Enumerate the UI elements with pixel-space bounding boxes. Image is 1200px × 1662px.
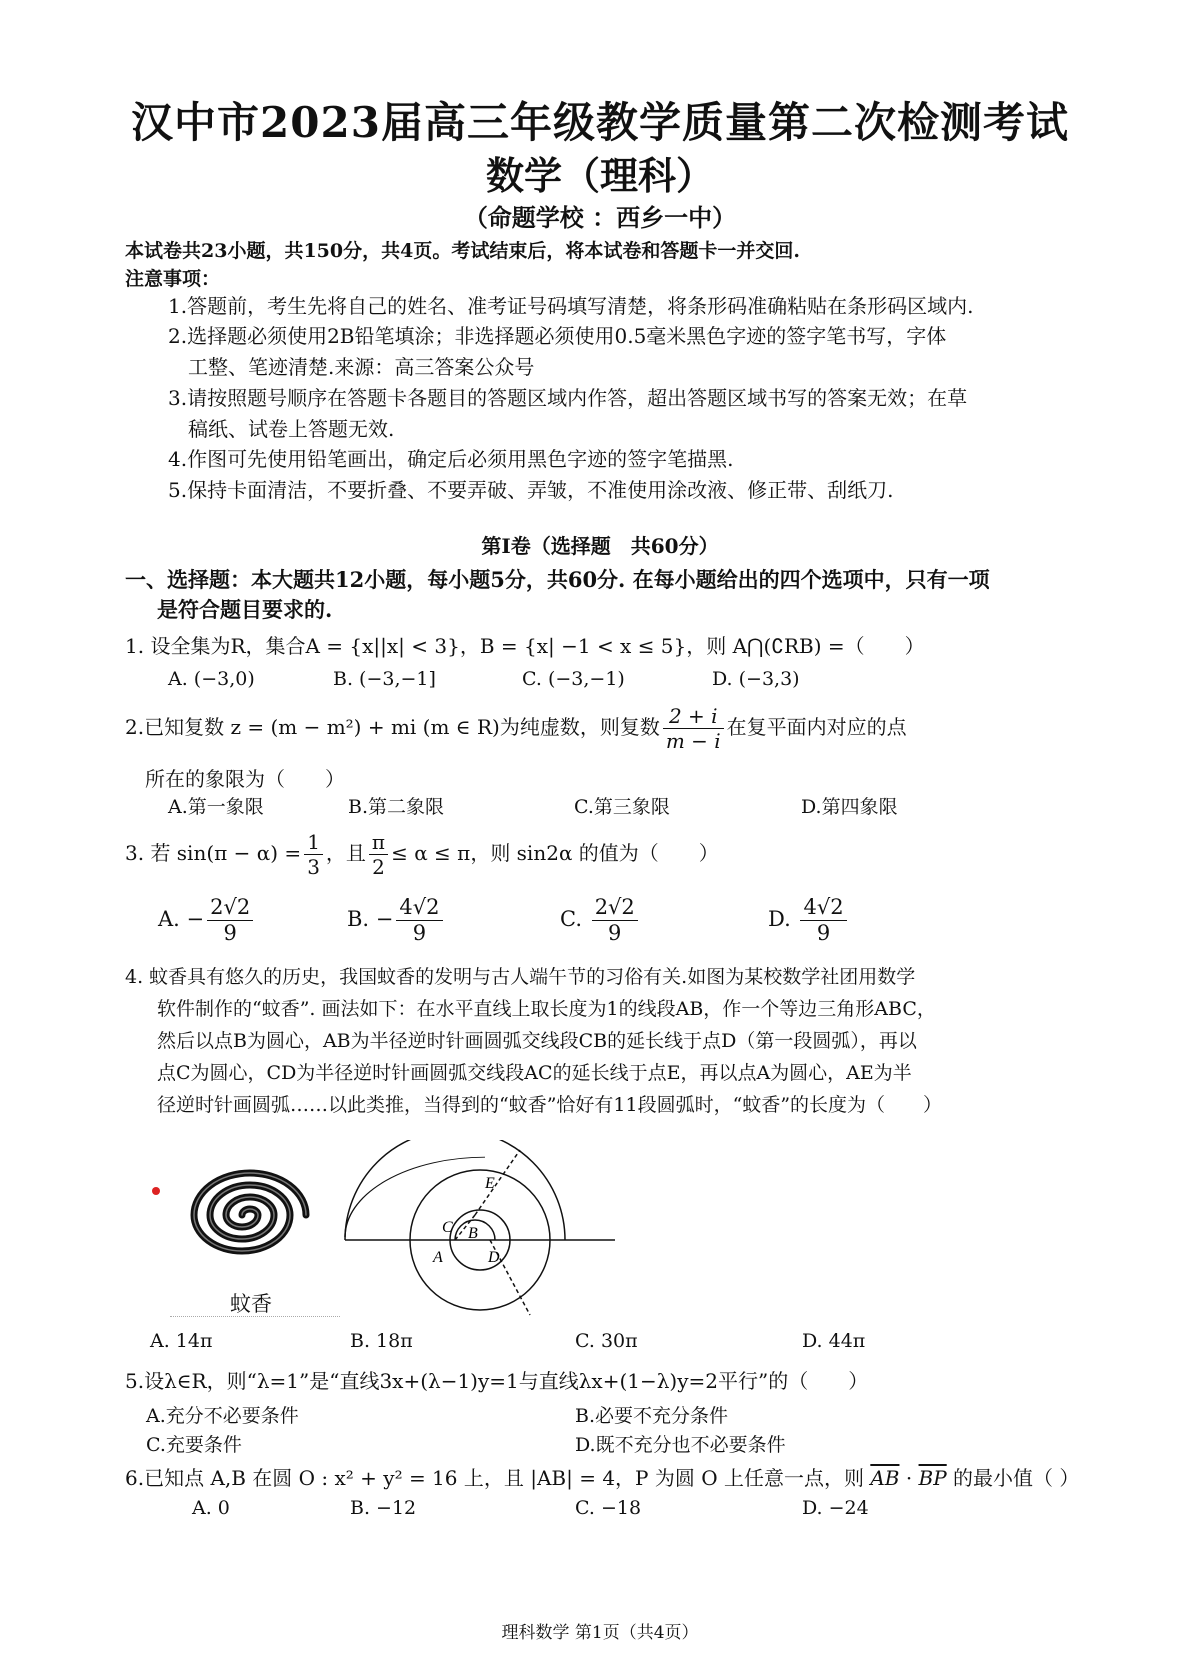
exam-subject: 数学（理科） xyxy=(485,153,714,198)
q6-stem-part-b: 的最小值（ ） xyxy=(946,1466,1080,1490)
q3-option-sign: − xyxy=(375,907,394,932)
q4-line: 4. 蚊香具有悠久的历史，我国蚊香的发明与古人端午节的习俗有关.如图为某校数学社团用数学 xyxy=(125,966,916,988)
q3-option-den: 9 xyxy=(816,921,831,946)
section-heading: 第Ⅰ卷（选择题 共60分） xyxy=(481,534,719,558)
exam-title: 汉中市2023届高三年级教学质量第二次检测考试 xyxy=(131,98,1069,147)
question-1-stem: 1. 设全集为R，集合A = {x||x| < 3}，B = {x| −1 < x ≤ 5}，则 A⋂(∁RB) =（ ） xyxy=(125,634,925,658)
note-line: 稿纸、试卷上答题无效. xyxy=(188,417,395,441)
q3-option-label: C. xyxy=(560,907,582,932)
note-line: 2.选择题必须使用2B铅笔填涂；非选择题必须使用0.5毫米黑色字迹的签字笔书写，字体 xyxy=(168,324,947,348)
q6-option-c: C. −18 xyxy=(575,1497,642,1519)
mosquito-coil-picture xyxy=(150,1145,350,1275)
q5-option-a: A.充分不必要条件 xyxy=(146,1405,299,1427)
q4-line: 软件制作的“蚊香”. 画法如下：在水平直线上取长度为1的线段AB，作一个等边三角形ABC， xyxy=(157,998,936,1020)
q3-option-den: 9 xyxy=(223,921,237,946)
q6-vector-ab: $\overline{AB}$ xyxy=(870,1466,900,1490)
q3-option-c xyxy=(560,895,641,946)
question-3-stem xyxy=(125,830,719,879)
part-heading-line1: 一、选择题：本大题共12小题，每小题5分，共60分. 在每小题给出的四个选项中，只有一项 xyxy=(125,567,990,592)
q2-stem-part-a: 2.已知复数 z = (m − m²) + mi (m ∈ R)为纯虚数，则复数 xyxy=(125,715,660,739)
q3-option-a xyxy=(158,895,256,946)
label-c: C xyxy=(442,1219,453,1236)
q3-option-den: 9 xyxy=(412,921,427,946)
q3-fraction-2 xyxy=(369,830,388,879)
q6-option-a: A. 0 xyxy=(192,1497,230,1519)
q3-option-sign: − xyxy=(186,907,205,932)
label-b: B xyxy=(468,1225,478,1242)
spiral-diagram xyxy=(340,1140,620,1320)
figure-caption: 蚊香 xyxy=(230,1292,272,1316)
label-d: D xyxy=(488,1249,500,1266)
q6-vector-bp: $\overline{BP}$ xyxy=(918,1466,947,1490)
question-6-stem xyxy=(125,1462,1079,1491)
q6-dot: · xyxy=(899,1466,919,1490)
q3-option-label: B. xyxy=(347,907,370,932)
q2-stem-part-c: 所在的象限为（ ） xyxy=(145,767,345,791)
exam-intro: 本试卷共23小题，共150分，共4页。考试结束后，将本试卷和答题卡一并交回. xyxy=(125,240,800,262)
caption-underline xyxy=(170,1316,340,1317)
q4-option-d: D. 44π xyxy=(802,1330,866,1352)
q5-option-d: D.既不充分也不必要条件 xyxy=(575,1434,786,1456)
q2-option-d: D.第四象限 xyxy=(801,796,898,818)
q3-frac1-num: 1 xyxy=(304,830,323,855)
note-line: 1.答题前，考生先将自己的姓名、准考证号码填写清楚，将条形码准确粘贴在条形码区域内. xyxy=(168,294,974,318)
q2-frac-num: 2 + i xyxy=(663,704,724,729)
q3-option-label: A. xyxy=(158,907,180,932)
q3-stem-part-c: ≤ α ≤ π，则 sin2α 的值为（ ） xyxy=(391,841,719,865)
note-line: 4.作图可先使用铅笔画出，确定后必须用黑色字迹的签字笔描黑. xyxy=(168,447,734,471)
q4-option-b: B. 18π xyxy=(350,1330,413,1352)
question-5-stem: 5.设λ∈R，则“λ=1”是“直线3x+(λ−1)y=1与直线λx+(1−λ)y=2平行”的（ ） xyxy=(125,1369,869,1393)
coil-ember-icon xyxy=(152,1187,160,1195)
q6-option-d: D. −24 xyxy=(802,1497,869,1519)
notes-heading: 注意事项： xyxy=(125,268,221,290)
q2-option-b: B.第二象限 xyxy=(348,796,445,818)
q4-option-a: A. 14π xyxy=(150,1330,213,1352)
q3-frac2-den: 2 xyxy=(372,855,385,879)
q5-option-c: C.充要条件 xyxy=(146,1434,242,1456)
q3-option-label: D. xyxy=(768,907,791,932)
q2-fraction xyxy=(663,704,724,753)
q3-option-num: 4√2 xyxy=(800,895,846,921)
q3-option-den: 9 xyxy=(608,921,622,946)
outer-arc xyxy=(345,1140,565,1240)
q1-option-a: A. (−3,0) xyxy=(168,668,255,690)
page-footer: 理科数学 第1页（共4页） xyxy=(501,1623,699,1643)
q3-frac2-num: π xyxy=(369,830,388,855)
label-e: E xyxy=(485,1175,495,1192)
q4-option-c: C. 30π xyxy=(575,1330,638,1352)
label-a: A xyxy=(433,1249,443,1266)
q3-option-num: 2√2 xyxy=(207,895,253,921)
q6-option-b: B. −12 xyxy=(350,1497,417,1519)
q3-option-b xyxy=(347,895,446,946)
note-line: 5.保持卡面清洁，不要折叠、不要弄破、弄皱，不准使用涂改液、修正带、刮纸刀. xyxy=(168,478,894,502)
q6-stem-part-a: 6.已知点 A,B 在圆 O : x² + y² = 16 上，且 |AB| = 4，P 为圆 O 上任意一点，则 xyxy=(125,1466,871,1490)
note-line: 工整、笔迹清楚.来源：高三答案公众号 xyxy=(188,355,535,379)
q2-stem-part-b: 在复平面内对应的点 xyxy=(726,715,907,739)
q4-line: 径逆时针画圆弧……以此类推，当得到的“蚊香”恰好有11段圆弧时，“蚊香”的长度为（ ） xyxy=(157,1094,943,1116)
q3-stem-part-b: ，且 xyxy=(325,841,366,865)
question-2-stem xyxy=(125,704,907,753)
q4-line: 然后以点B为圆心，AB为半径逆时针画圆弧交线段CB的延长线于点D（第一段圆弧），再以 xyxy=(157,1030,917,1052)
q3-fraction-1 xyxy=(304,830,323,879)
q2-option-c: C.第三象限 xyxy=(574,796,670,818)
q3-option-d xyxy=(768,895,850,946)
part-heading-line2: 是符合题目要求的. xyxy=(157,597,333,622)
q3-stem-part-a: 3. 若 sin(π − α) = xyxy=(125,841,302,865)
q2-option-a: A.第一象限 xyxy=(168,796,264,818)
q1-option-d: D. (−3,3) xyxy=(712,668,800,690)
note-line: 3.请按照题号顺序在答题卡各题目的答题区域内作答，超出答题区域书写的答案无效；在草 xyxy=(168,386,968,410)
q1-option-c: C. (−3,−1) xyxy=(522,668,625,690)
q3-frac1-den: 3 xyxy=(307,855,320,879)
exam-school: （命题学校 ：西乡一中） xyxy=(463,203,737,232)
q1-option-b: B. (−3,−1] xyxy=(333,668,436,690)
q4-line: 点C为圆心，CD为半径逆时针画圆弧交线段AC的延长线于点E，再以点A为圆心，AE为半 xyxy=(157,1062,912,1084)
q3-option-num: 4√2 xyxy=(396,895,442,921)
q3-option-num: 2√2 xyxy=(592,895,638,921)
q2-frac-den: m − i xyxy=(665,729,721,753)
q5-option-b: B.必要不充分条件 xyxy=(575,1405,729,1427)
dashed-line-e xyxy=(475,1150,520,1215)
